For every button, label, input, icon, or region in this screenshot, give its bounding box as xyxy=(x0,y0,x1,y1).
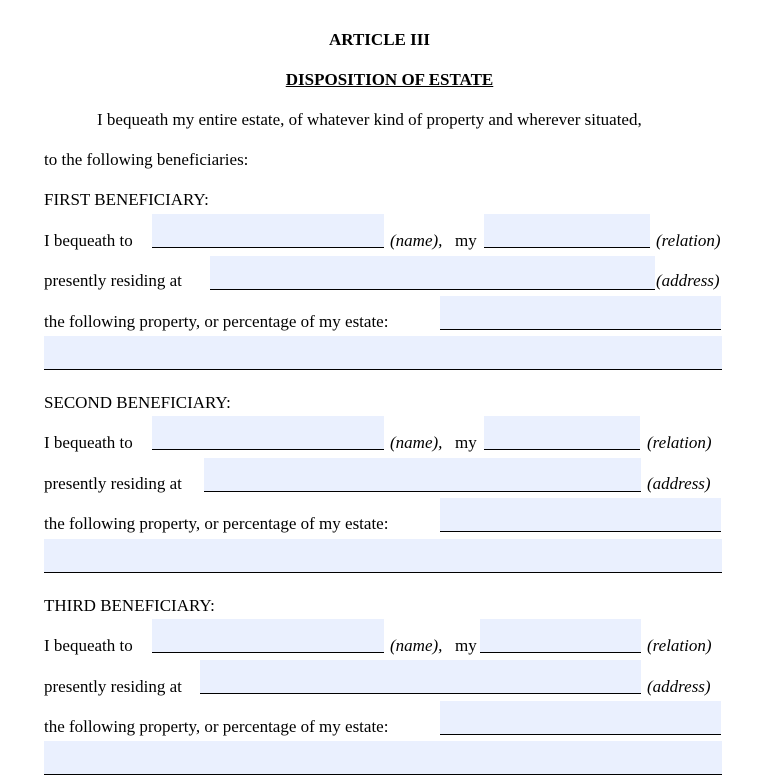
my-label: my xyxy=(455,636,477,655)
article-heading: ARTICLE III xyxy=(329,30,430,49)
third-beneficiary-property-field[interactable] xyxy=(440,701,721,735)
article-subheading: DISPOSITION OF ESTATE xyxy=(285,70,494,89)
third-beneficiary-address-field[interactable] xyxy=(200,660,641,694)
intro-line-2: to the following beneficiaries: xyxy=(44,150,249,169)
residing-at-label: presently residing at xyxy=(44,271,182,290)
second-beneficiary-property-field[interactable] xyxy=(440,498,721,532)
name-label: (name), xyxy=(390,636,443,655)
first-beneficiary-address-field[interactable] xyxy=(210,256,655,290)
first-beneficiary-property-field[interactable] xyxy=(440,296,721,330)
beneficiary-heading: SECOND BENEFICIARY: xyxy=(44,393,231,412)
address-label: (address) xyxy=(647,474,711,493)
second-beneficiary-name-field[interactable] xyxy=(152,416,384,450)
address-label: (address) xyxy=(647,677,711,696)
bequeath-to-label: I bequeath to xyxy=(44,231,133,250)
address-label: (address) xyxy=(656,271,720,290)
first-beneficiary-relation-field[interactable] xyxy=(484,214,650,248)
residing-at-label: presently residing at xyxy=(44,474,182,493)
third-beneficiary-property-continued-field[interactable] xyxy=(44,741,722,775)
relation-label: (relation) xyxy=(656,231,721,250)
beneficiary-heading: THIRD BENEFICIARY: xyxy=(44,596,215,615)
relation-label: (relation) xyxy=(647,636,712,655)
name-label: (name), xyxy=(390,231,443,250)
third-beneficiary-relation-field[interactable] xyxy=(480,619,641,653)
property-label: the following property, or percentage of my estate: xyxy=(44,514,389,533)
third-beneficiary-name-field[interactable] xyxy=(152,619,384,653)
beneficiary-heading: FIRST BENEFICIARY: xyxy=(44,190,209,209)
residing-at-label: presently residing at xyxy=(44,677,182,696)
second-beneficiary-property-continued-field[interactable] xyxy=(44,539,722,573)
bequeath-to-label: I bequeath to xyxy=(44,636,133,655)
my-label: my xyxy=(455,433,477,452)
second-beneficiary-relation-field[interactable] xyxy=(484,416,640,450)
intro-line-1: I bequeath my entire estate, of whatever kind of property and wherever situated, xyxy=(97,110,642,129)
my-label: my xyxy=(455,231,477,250)
property-label: the following property, or percentage of my estate: xyxy=(44,717,389,736)
relation-label: (relation) xyxy=(647,433,712,452)
bequeath-to-label: I bequeath to xyxy=(44,433,133,452)
property-label: the following property, or percentage of my estate: xyxy=(44,312,389,331)
first-beneficiary-property-continued-field[interactable] xyxy=(44,336,722,370)
second-beneficiary-address-field[interactable] xyxy=(204,458,641,492)
name-label: (name), xyxy=(390,433,443,452)
first-beneficiary-name-field[interactable] xyxy=(152,214,384,248)
